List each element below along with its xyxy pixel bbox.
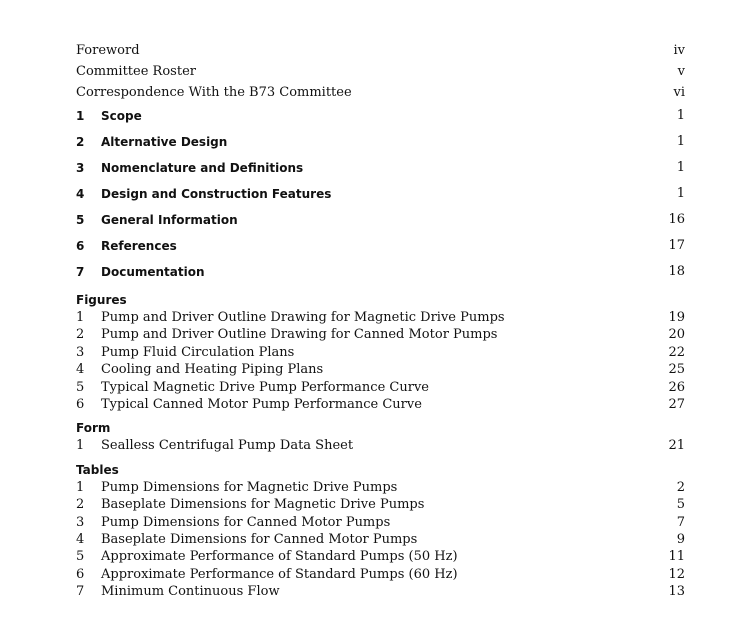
tables-heading: Tables [76, 462, 119, 477]
toc-figure-2[interactable] [76, 326, 685, 343]
toc-figure-page: 27 [668, 396, 685, 412]
toc-figure-number: 6 [76, 396, 85, 412]
toc-entry-page: iv [673, 40, 685, 61]
toc-table-label: Pump Dimensions for Magnetic Drive Pumps [101, 479, 401, 496]
toc-figure-number: 5 [76, 379, 85, 395]
toc-entry-page: v [678, 61, 685, 82]
toc-table-label: Pump Dimensions for Canned Motor Pumps [101, 514, 394, 531]
toc-chapter-5[interactable] [76, 207, 685, 233]
toc-entry-correspondence[interactable] [76, 82, 685, 103]
toc-chapter-number: 6 [76, 239, 85, 253]
toc-figure-page: 22 [668, 344, 685, 360]
toc-chapter-label: Nomenclature and Definitions [101, 155, 307, 181]
toc-chapter-label: Design and Construction Features [101, 181, 335, 207]
toc-figure-3[interactable] [76, 344, 685, 361]
toc-chapter-2[interactable] [76, 129, 685, 155]
toc-chapter-number: 1 [76, 109, 85, 123]
toc-chapter-7[interactable] [76, 259, 685, 285]
toc-figure-5[interactable] [76, 379, 685, 396]
toc-table-6[interactable] [76, 566, 685, 583]
toc-chapter-page: 16 [668, 207, 685, 233]
toc-form-1[interactable] [76, 437, 685, 454]
form-heading: Form [76, 421, 111, 436]
toc-table-page: 12 [668, 566, 685, 582]
toc-figure-label: Typical Canned Motor Pump Performance Curve [101, 396, 426, 413]
toc-chapter-label: References [101, 233, 181, 259]
toc-chapter-page: 18 [668, 259, 685, 285]
toc-chapter-page: 1 [677, 103, 685, 129]
toc-chapter-page: 1 [677, 155, 685, 181]
toc-chapter-page: 1 [677, 181, 685, 207]
toc-figure-label: Pump and Driver Outline Drawing for Canned Motor Pumps [101, 326, 501, 343]
toc-table-page: 9 [676, 531, 685, 547]
toc-table-2[interactable] [76, 496, 685, 513]
toc-figure-label: Pump Fluid Circulation Plans [101, 344, 298, 361]
toc-chapter-page: 1 [677, 129, 685, 155]
figures-heading: Figures [76, 293, 127, 307]
toc-figure-1[interactable] [76, 309, 685, 326]
toc-table-number: 4 [76, 531, 85, 547]
toc-table-number: 5 [76, 549, 85, 565]
toc-table-page: 7 [676, 514, 685, 530]
toc-chapter-label: Alternative Design [101, 129, 231, 155]
toc-table-number: 1 [76, 479, 85, 495]
toc-entry-label: Correspondence With the B73 Committee [76, 82, 356, 103]
toc-table-label: Baseplate Dimensions for Magnetic Drive Pumps [101, 496, 428, 513]
table-of-contents [76, 40, 685, 600]
toc-figure-number: 2 [76, 327, 85, 343]
toc-entry-label: Foreword [76, 40, 144, 61]
toc-figure-label: Typical Magnetic Drive Pump Performance Curve [101, 379, 433, 396]
toc-table-1[interactable] [76, 479, 685, 496]
toc-chapter-label: General Information [101, 207, 242, 233]
toc-figure-page: 26 [668, 379, 685, 395]
toc-table-label: Baseplate Dimensions for Canned Motor Pumps [101, 531, 421, 548]
toc-figure-4[interactable] [76, 361, 685, 378]
toc-figure-page: 20 [668, 327, 685, 343]
toc-table-3[interactable] [76, 514, 685, 531]
toc-table-page: 2 [676, 479, 685, 495]
toc-table-page: 5 [676, 497, 685, 513]
toc-figure-number: 1 [76, 310, 85, 325]
toc-chapter-number: 4 [76, 187, 85, 201]
toc-chapter-6[interactable] [76, 233, 685, 259]
toc-table-number: 2 [76, 497, 85, 513]
toc-chapter-number: 7 [76, 265, 85, 279]
toc-figure-page: 25 [668, 362, 685, 378]
toc-entry-label: Committee Roster [76, 61, 200, 82]
toc-table-page: 13 [668, 584, 685, 600]
toc-chapter-page: 17 [668, 233, 685, 259]
toc-entry-committee-roster[interactable] [76, 61, 685, 82]
toc-chapter-1[interactable] [76, 103, 685, 129]
toc-chapter-number: 2 [76, 135, 85, 149]
toc-form-label: Sealless Centrifugal Pump Data Sheet [101, 437, 357, 454]
toc-table-number: 7 [76, 584, 85, 600]
toc-figure-label: Cooling and Heating Piping Plans [101, 361, 327, 378]
toc-table-5[interactable] [76, 548, 685, 565]
toc-table-label: Approximate Performance of Standard Pumps (50 Hz) [101, 548, 462, 565]
toc-table-label: Minimum Continuous Flow [101, 583, 284, 600]
toc-table-page: 11 [668, 549, 685, 565]
toc-entry-foreword[interactable] [76, 40, 685, 61]
toc-table-number: 6 [76, 566, 85, 582]
toc-chapter-4[interactable] [76, 181, 685, 207]
toc-chapter-number: 5 [76, 213, 85, 227]
toc-entry-page: vi [673, 82, 685, 103]
toc-figure-number: 4 [76, 362, 85, 378]
toc-chapter-label: Documentation [101, 259, 209, 285]
toc-figure-number: 3 [76, 344, 85, 360]
toc-table-number: 3 [76, 514, 85, 530]
toc-table-label: Approximate Performance of Standard Pumps (60 Hz) [101, 566, 462, 583]
toc-chapter-label: Scope [101, 103, 146, 129]
toc-form-number: 1 [76, 438, 85, 454]
toc-chapter-3[interactable] [76, 155, 685, 181]
toc-table-4[interactable] [76, 531, 685, 548]
toc-figure-6[interactable] [76, 396, 685, 413]
toc-figure-page: 19 [668, 310, 685, 325]
toc-chapter-number: 3 [76, 161, 85, 175]
toc-form-page: 21 [668, 438, 685, 454]
toc-figure-label: Pump and Driver Outline Drawing for Magnetic Drive Pumps [101, 309, 509, 326]
toc-table-7[interactable] [76, 583, 685, 600]
